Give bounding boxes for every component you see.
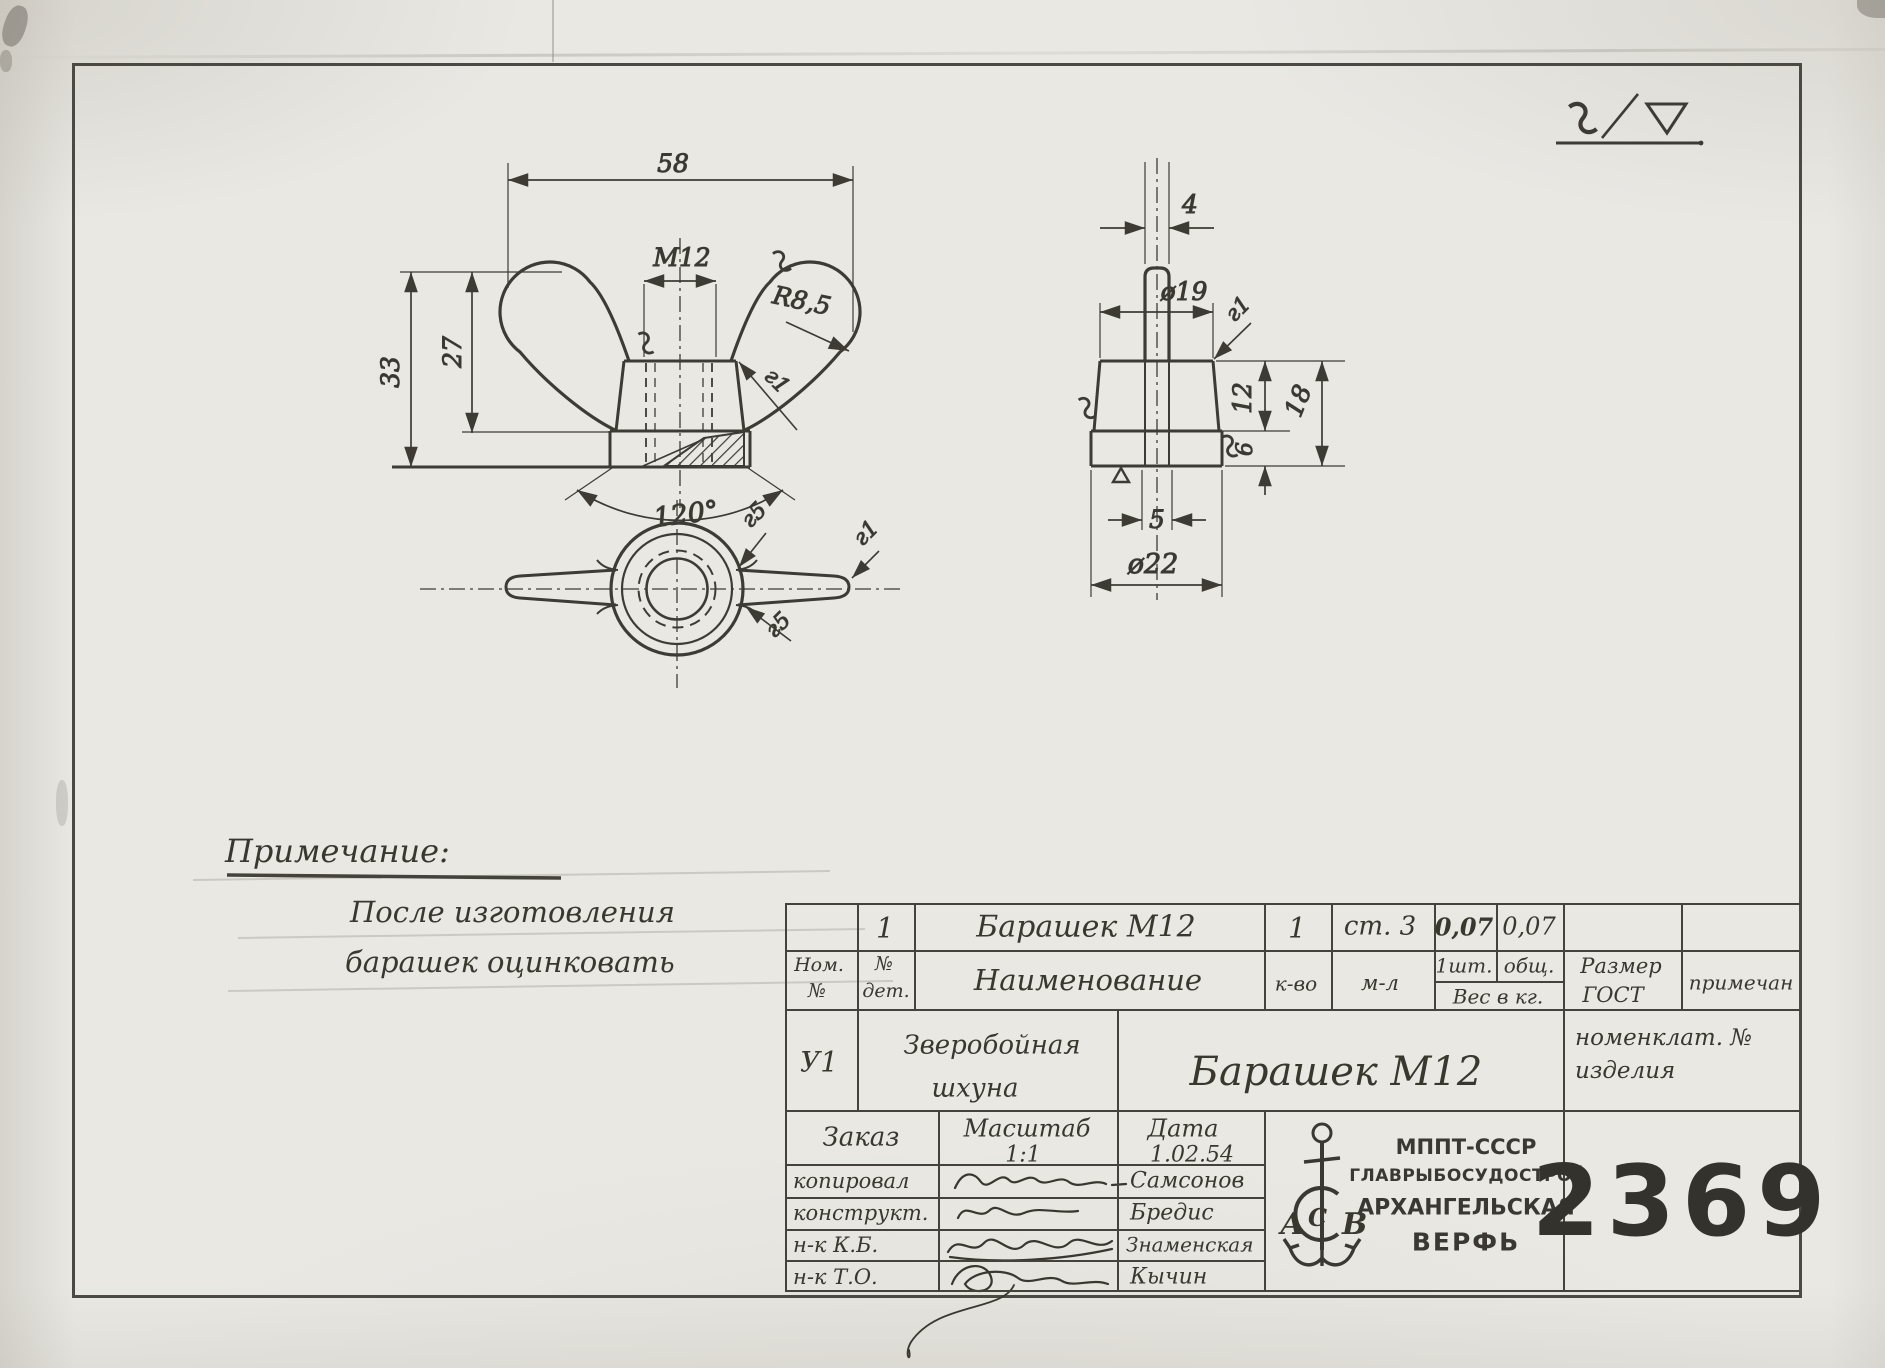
note-line: После изготовления	[350, 894, 675, 929]
approval-role: н-к Т.О.	[793, 1264, 878, 1289]
date-label: Дата	[1147, 1114, 1219, 1143]
side-view	[1078, 158, 1345, 600]
org-line: МППТ-СССР	[1395, 1135, 1537, 1159]
table-line	[1681, 903, 1683, 1009]
note-heading: Примечание:	[225, 832, 450, 871]
dim-height-27	[438, 272, 612, 433]
triangle-icon	[1647, 104, 1686, 133]
dim-label: 33	[376, 356, 405, 388]
plan-view	[420, 498, 905, 688]
dim-body-height	[1228, 361, 1265, 431]
table-line	[1331, 903, 1333, 1009]
table-line	[785, 1229, 1264, 1231]
col-header: Наименование	[973, 962, 1203, 997]
dim-flange-height	[1233, 442, 1265, 495]
col-header: Ном.	[794, 954, 844, 977]
col-header: м-л	[1361, 970, 1399, 995]
dim-label: 18	[1278, 380, 1318, 421]
dim-chamfer-front	[739, 362, 797, 430]
dim-tip-radius	[849, 516, 884, 578]
surface-wave-icon	[1078, 396, 1095, 420]
org-line: ВЕРФЬ	[1411, 1227, 1521, 1257]
table-line	[785, 1009, 1800, 1011]
approval-name: Кычин	[1130, 1264, 1208, 1290]
col-header: ГОСТ	[1582, 982, 1644, 1007]
scale-label: Масштаб	[963, 1114, 1091, 1143]
approval-role: копировал	[793, 1168, 910, 1193]
approval-name: Самсонов	[1130, 1168, 1245, 1194]
dim-label: М12	[653, 243, 711, 272]
part-det-no: 1	[876, 911, 894, 945]
object-code: У1	[799, 1045, 839, 1079]
dim-label: 4	[1182, 190, 1198, 219]
table-line	[1264, 1110, 1266, 1292]
front-view	[376, 149, 860, 534]
dim-label: ø22	[1127, 549, 1179, 580]
shipyard-logo	[1278, 1124, 1367, 1266]
org-line: ГЛАВРЫБОСУДОСТРОЙ	[1349, 1166, 1587, 1186]
surface-finish-triangle-icon	[1113, 468, 1129, 482]
dim-total-height	[1279, 361, 1322, 466]
dim-label: г5	[736, 497, 773, 534]
dim-chamfer-side	[1214, 292, 1256, 359]
table-line	[785, 903, 1800, 905]
dim-fillet-bottom	[746, 607, 796, 643]
dim-label: 27	[438, 336, 467, 368]
table-line	[785, 1260, 1264, 1262]
table-line	[1434, 981, 1563, 983]
col-header: Размер	[1580, 953, 1662, 978]
signature-kychin	[952, 1266, 1108, 1291]
org-line: АРХАНГЕЛЬСКАЯ	[1357, 1195, 1575, 1221]
anchor-crossbar-icon	[1304, 1158, 1340, 1162]
table-line	[857, 903, 859, 1110]
dim-label: ø19	[1160, 277, 1208, 306]
scale-value: 1:1	[1005, 1142, 1041, 1168]
col-header: к-во	[1274, 971, 1318, 996]
table-line	[1496, 903, 1498, 983]
dim-label: 6	[1233, 442, 1258, 456]
drawing-title: Барашек М12	[1189, 1049, 1483, 1095]
table-line	[914, 903, 916, 1009]
part-qty: 1	[1288, 911, 1306, 945]
col-header: №	[875, 953, 893, 976]
col-header: Вес в кг.	[1452, 984, 1544, 1009]
drawing-number: 2369	[1531, 1145, 1833, 1259]
dim-label: 120°	[651, 495, 721, 534]
surface-wave-icon	[638, 332, 653, 355]
part-name: Барашек М12	[976, 909, 1196, 945]
approval-role: конструкт.	[793, 1200, 929, 1225]
table-line	[785, 950, 1800, 952]
anchor-ring-icon	[1313, 1124, 1331, 1142]
dim-label: 12	[1228, 382, 1257, 414]
dim-label: 5	[1149, 505, 1165, 534]
table-line	[938, 1110, 940, 1292]
part-weight-total: 0,07	[1502, 912, 1556, 941]
signature-znamenskaya	[948, 1240, 1112, 1261]
part-material: ст. 3	[1343, 911, 1417, 942]
col-header: примечан	[1688, 970, 1794, 995]
date-value: 1.02.54	[1150, 1142, 1234, 1168]
dim-fillet-top	[737, 498, 772, 567]
dim-label: г1	[758, 363, 795, 400]
logo-letter: С	[1308, 1203, 1328, 1232]
logo-letter: В	[1342, 1207, 1368, 1242]
object-project: шхуна	[931, 1073, 1019, 1104]
dim-label: R8,5	[770, 280, 834, 321]
table-line	[785, 1197, 1264, 1199]
table-line	[1117, 1009, 1119, 1292]
order-label: Заказ	[822, 1122, 900, 1153]
signature-flourish	[908, 1285, 1014, 1357]
approval-role: н-к К.Б.	[793, 1232, 879, 1257]
part-weight-one: 0,07	[1434, 912, 1494, 942]
nomenclature-label: изделия	[1575, 1057, 1676, 1084]
table-line	[785, 903, 787, 1292]
dim-radius	[769, 280, 849, 351]
object-project: Зверобойная	[903, 1030, 1081, 1061]
surface-wave-icon	[773, 249, 792, 273]
col-header: №	[808, 980, 826, 1003]
dim-label: г1	[848, 515, 885, 552]
approval-name: Знаменская	[1126, 1232, 1254, 1257]
signature-bredis	[958, 1208, 1078, 1218]
col-header: 1шт.	[1435, 953, 1493, 978]
dim-label: г1	[1220, 291, 1257, 328]
note-line: барашек оцинковать	[345, 944, 675, 979]
approval-name: Бредис	[1130, 1200, 1214, 1226]
table-line	[1264, 903, 1266, 1009]
dim-label: г5	[760, 607, 797, 644]
logo-letter: А	[1280, 1207, 1305, 1242]
col-header: общ.	[1503, 953, 1555, 978]
surface-finish-mark	[1556, 94, 1703, 145]
nomenclature-label: номенклат. №	[1575, 1024, 1753, 1051]
col-header: дет.	[862, 980, 910, 1003]
signature-samsonov	[955, 1174, 1126, 1188]
dim-label: 58	[657, 149, 689, 178]
